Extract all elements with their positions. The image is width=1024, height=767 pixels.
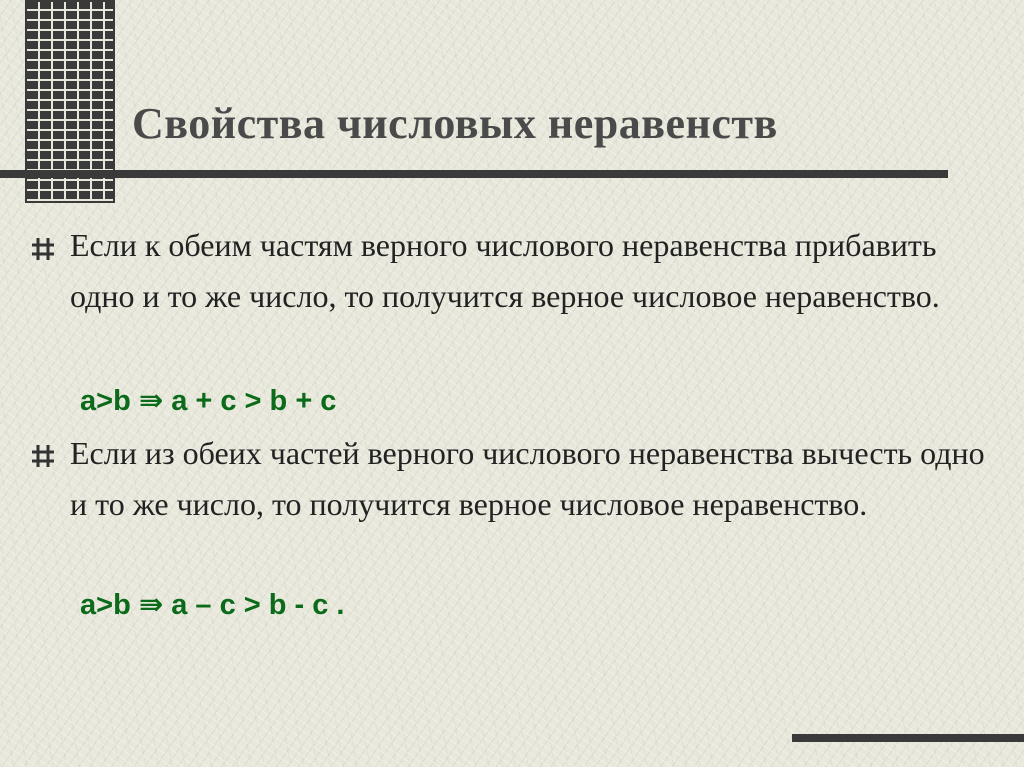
bullet-1-icon [30, 236, 56, 262]
slide-title: Свойства числовых неравенств [132, 99, 778, 148]
title-divider [0, 170, 948, 178]
property-1-text: Если к обеим частям верного числового неравенства прибавить одно и то же число, то получится верное числовое неравенство. [70, 227, 940, 314]
property-2-formula: a>b ⇛ a – c > b - c . [80, 589, 345, 621]
property-1-formula: a>b ⇛ a + c > b + c [80, 385, 337, 417]
property-2-text: Если из обеих частей верного числового неравенства вычесть одно и то же число, то получится верное числовое неравенство. [70, 435, 985, 522]
bullet-2-icon [30, 443, 56, 469]
bottom-divider [792, 734, 1024, 742]
